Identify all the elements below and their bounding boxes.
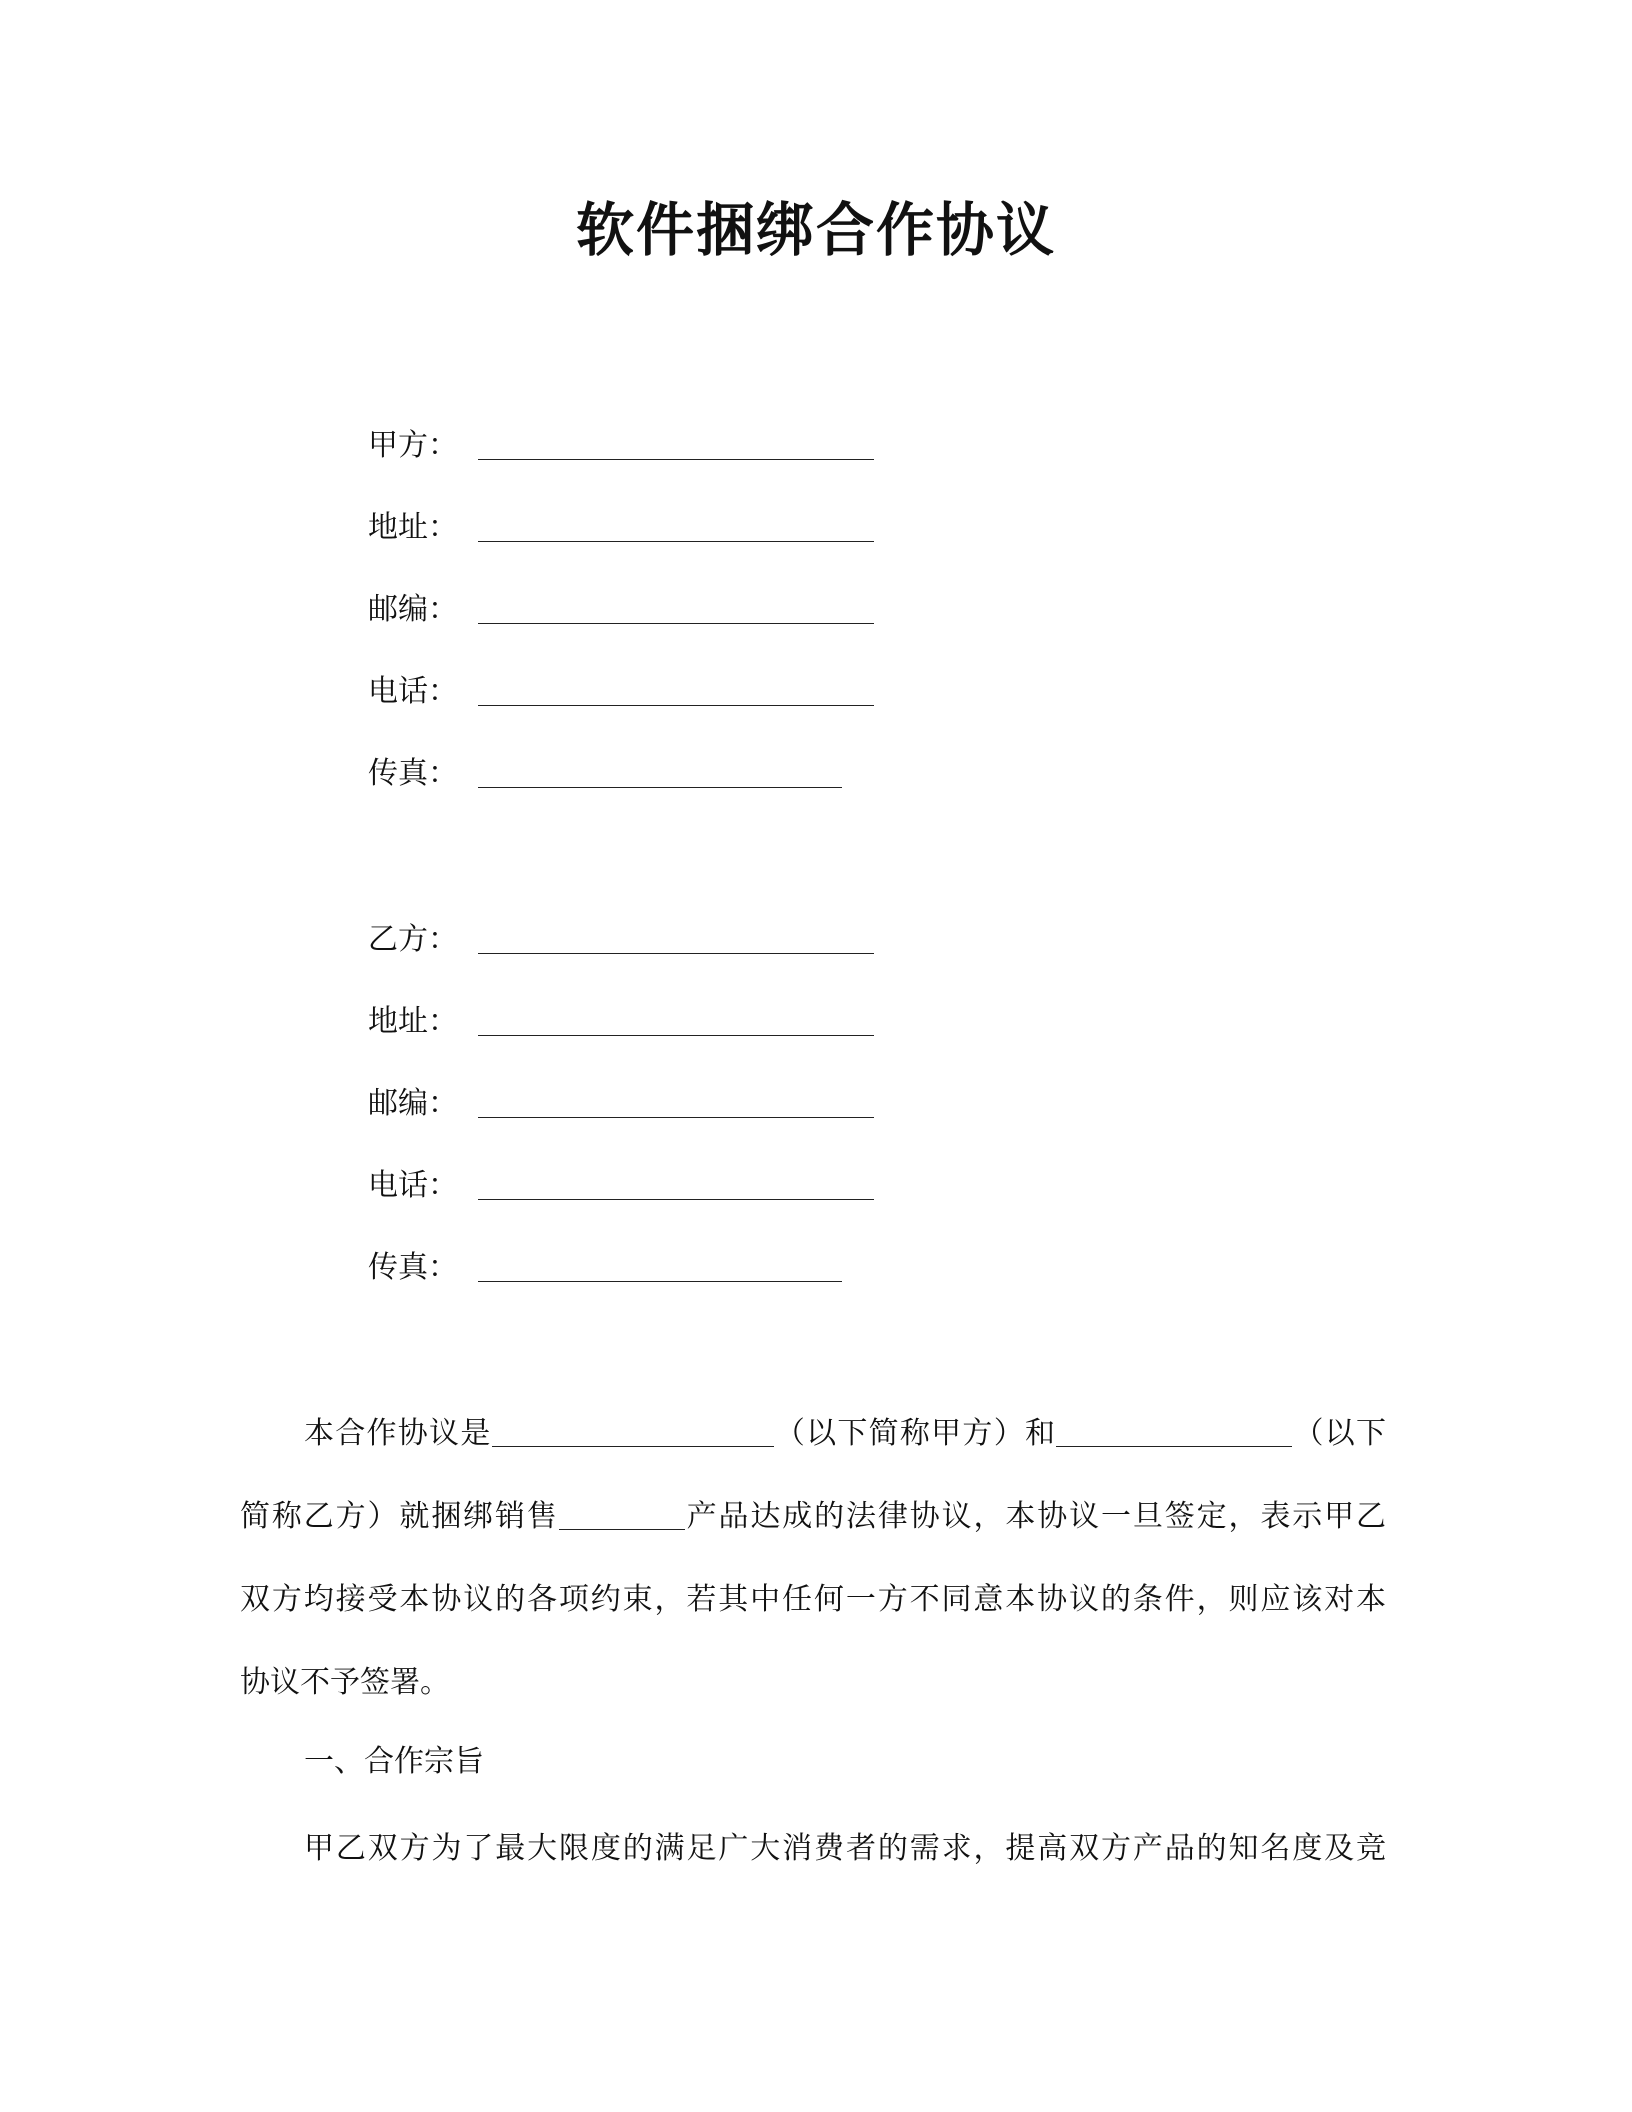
field-label: 邮编： (368, 592, 458, 627)
party-a-address-field (368, 498, 874, 548)
intro-text: 本合作协议是 (304, 1416, 492, 1451)
blank-line[interactable] (478, 431, 874, 460)
blank-line-party-a[interactable] (492, 1416, 774, 1447)
blank-line[interactable] (478, 677, 874, 706)
party-a-phone-field (368, 662, 874, 712)
blank-line[interactable] (478, 925, 874, 954)
blank-line[interactable] (478, 759, 842, 788)
blank-line[interactable] (478, 1089, 874, 1118)
intro-text: （以下 (1292, 1416, 1387, 1451)
party-b-address-field (368, 992, 874, 1042)
field-label: 电话： (368, 1168, 458, 1203)
blank-line-party-b[interactable] (1056, 1416, 1292, 1447)
section-1-line-1 (240, 1807, 1386, 1890)
blank-line[interactable] (478, 595, 874, 624)
intro-text: 产品达成的法律协议，本协议一旦签定，表示甲乙 (684, 1499, 1386, 1534)
party-b-phone-field (368, 1156, 874, 1206)
party-a-name-field (368, 416, 874, 466)
party-b-fax-field (368, 1238, 842, 1288)
intro-line-4: 协议不予签署。 (240, 1665, 450, 1700)
field-label: 电话： (368, 674, 458, 709)
blank-line[interactable] (478, 513, 874, 542)
document-title: 软件捆绑合作协议 (575, 196, 1056, 264)
intro-line-1 (240, 1392, 1386, 1475)
section-text: 甲乙双方为了最大限度的满足广大消费者的需求，提高双方产品的知名度及竞 (304, 1831, 1386, 1866)
blank-line[interactable] (478, 1171, 874, 1200)
field-label: 地址： (368, 510, 458, 545)
section-heading: 一、合作宗旨 (304, 1744, 484, 1779)
field-label: 传真： (368, 756, 458, 791)
intro-text: （以下简称甲方）和 (773, 1416, 1057, 1451)
field-label: 地址： (368, 1004, 458, 1039)
intro-text: 简称乙方）就捆绑销售 (240, 1499, 559, 1534)
party-a-fax-field (368, 744, 842, 794)
intro-line-3: 双方均接受本协议的各项约束，若其中任何一方不同意本协议的条件，则应该对本 (240, 1582, 1386, 1617)
field-label: 乙方： (368, 922, 458, 957)
party-b-name-field (368, 910, 874, 960)
field-label: 甲方： (368, 428, 458, 463)
blank-line[interactable] (478, 1007, 874, 1036)
field-label: 邮编： (368, 1086, 458, 1121)
intro-line-2 (240, 1475, 1386, 1558)
blank-line-product[interactable] (559, 1499, 685, 1530)
field-label: 传真： (368, 1250, 458, 1285)
party-b-postcode-field (368, 1074, 874, 1124)
blank-line[interactable] (478, 1253, 842, 1282)
party-a-postcode-field (368, 580, 874, 630)
